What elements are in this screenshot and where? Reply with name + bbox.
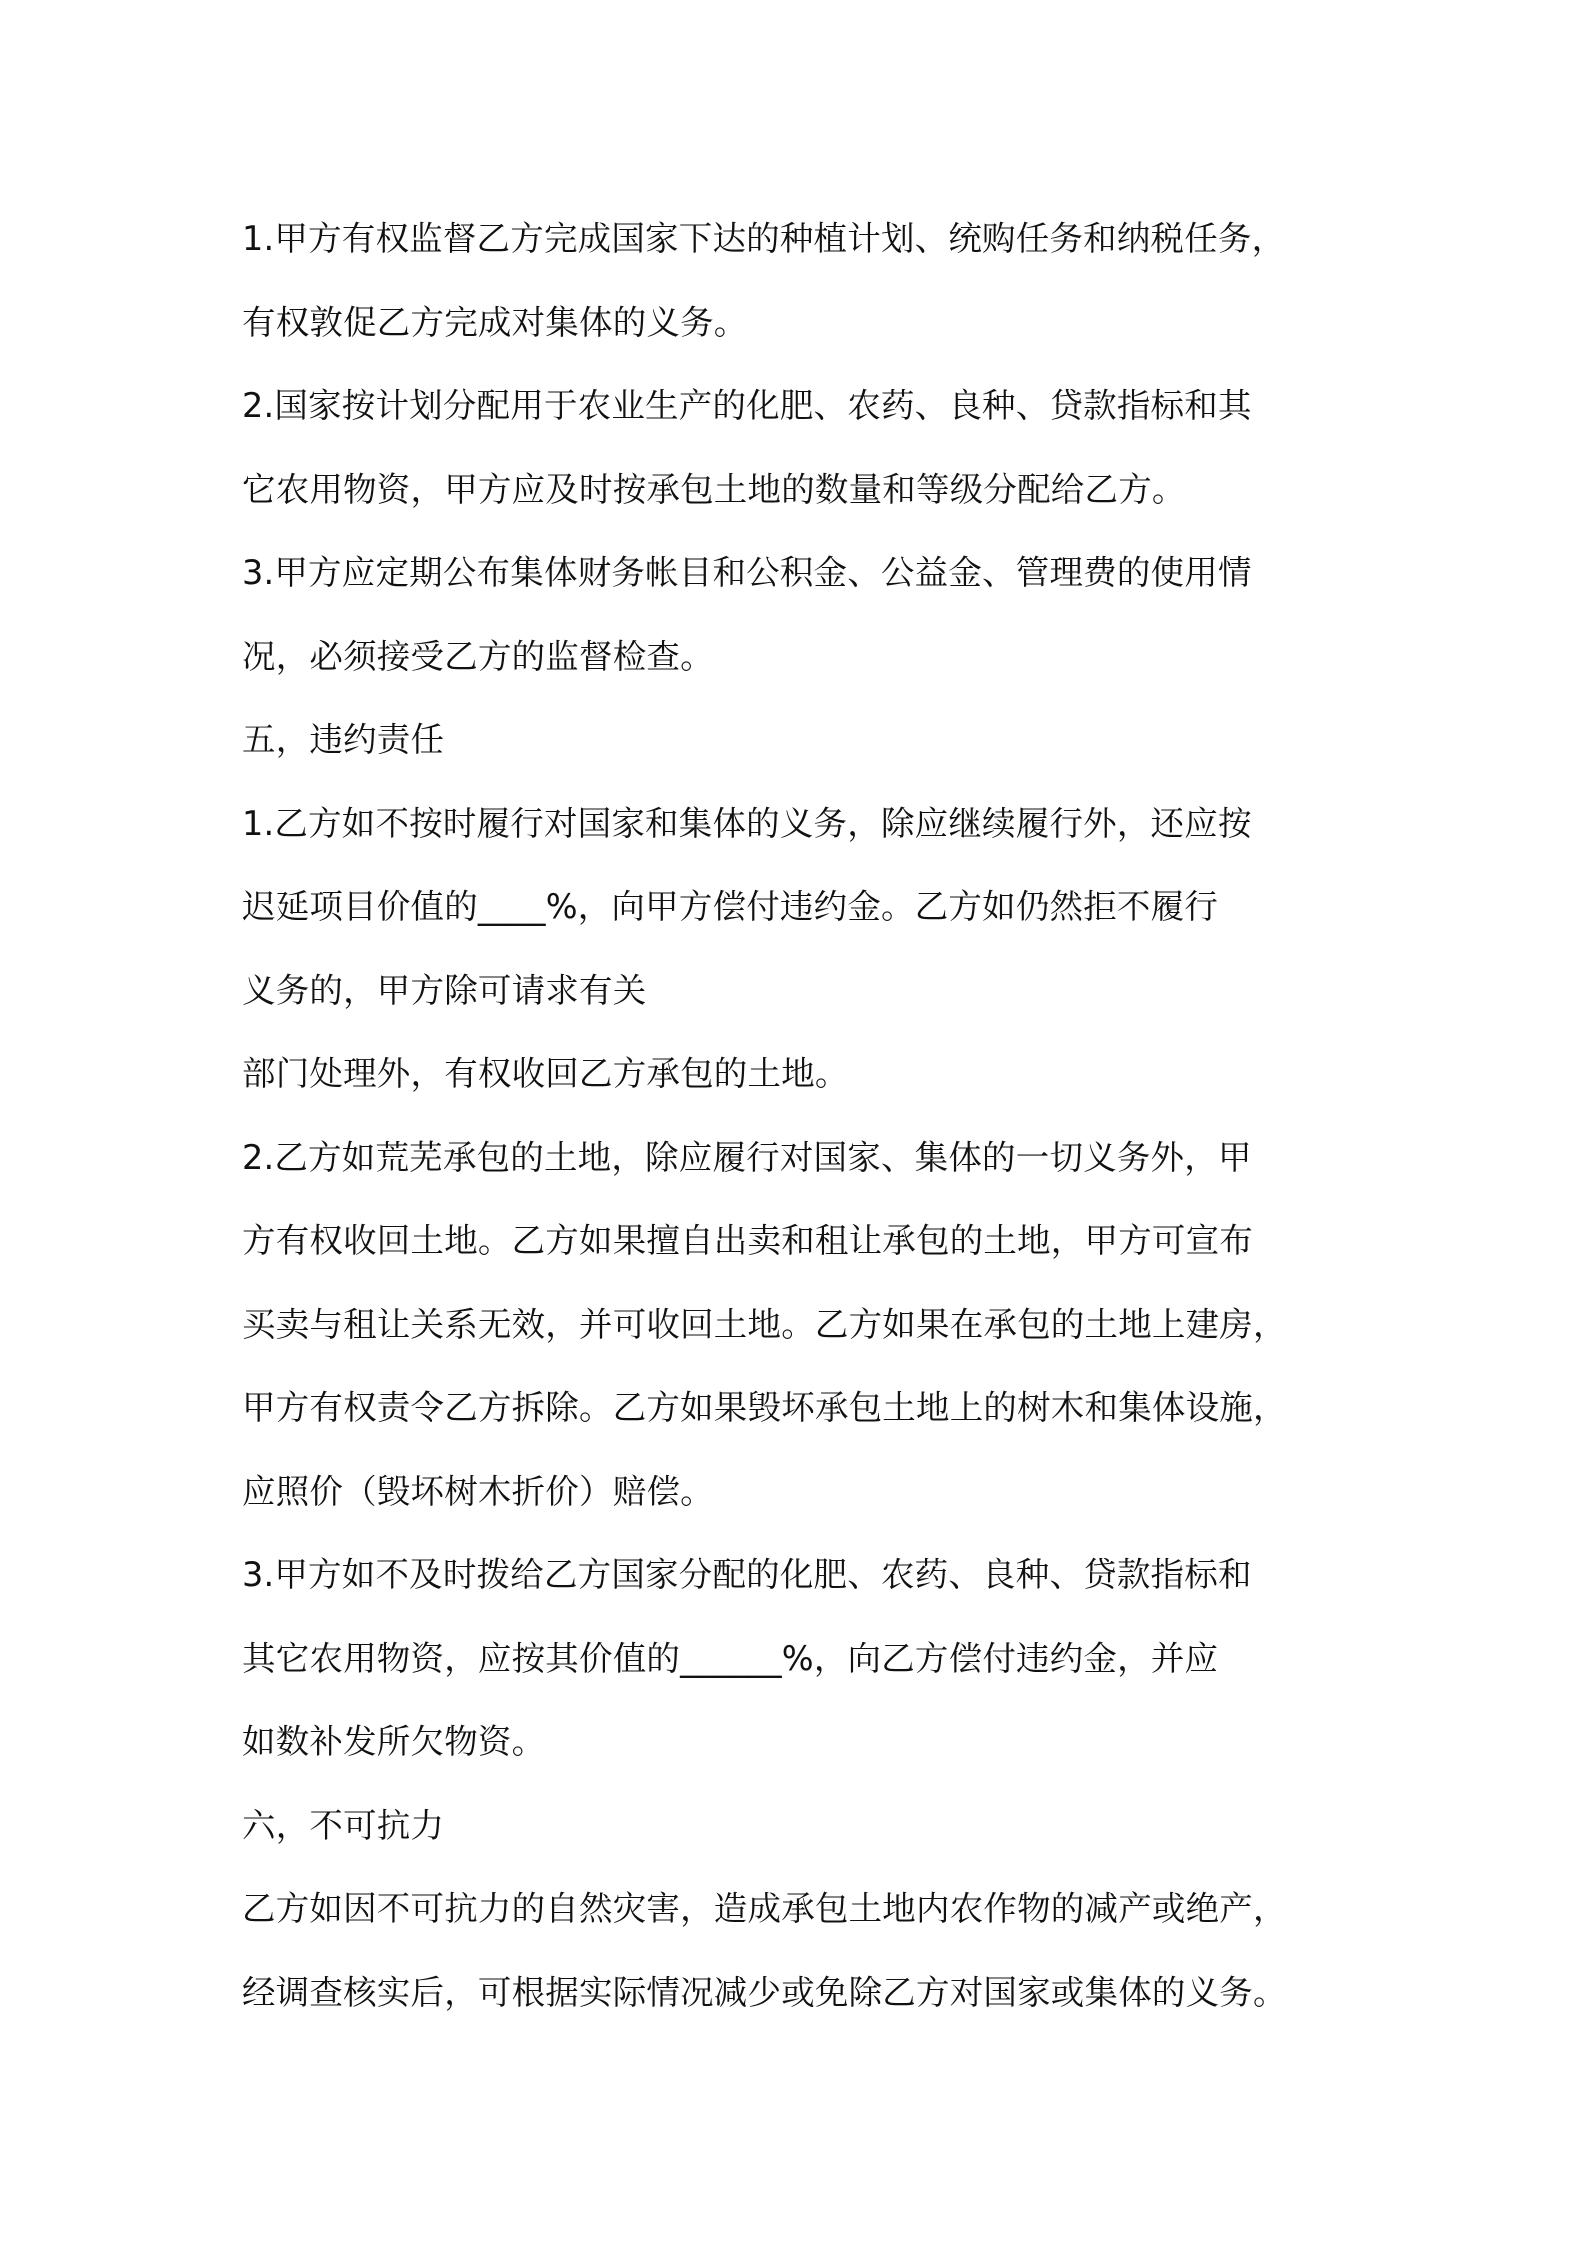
- text-line: 3.甲方应定期公布集体财务帐目和公积金、公益金、管理费的使用情: [242, 553, 1252, 592]
- text-line: 1.乙方如不按时履行对国家和集体的义务，除应继续履行外，还应按: [242, 803, 1252, 843]
- text-line: 如数补发所欠物资。: [242, 1722, 546, 1761]
- text-line: 乙方如因不可抗力的自然灾害，造成承包土地内农作物的减产或绝产，: [242, 1889, 1287, 1928]
- text-line: 2.乙方如荒芜承包的土地，除应履行对国家、集体的一切义务外，甲: [242, 1137, 1252, 1177]
- text-line: 义务的，甲方除可请求有关: [242, 970, 647, 1010]
- section-heading: 五，违约责任: [242, 720, 445, 759]
- text-line: 2.国家按计划分配用于农业生产的化肥、农药、良种、贷款指标和其: [242, 386, 1252, 425]
- text-line: 其它农用物资，应按其价值的______%，向乙方偿付违约金，并应: [242, 1638, 1219, 1678]
- text-line: 应照价（毁坏树木折价）赔偿。: [242, 1471, 714, 1511]
- text-line: 有权敦促乙方完成对集体的义务。: [242, 302, 748, 342]
- text-line: 3.甲方如不及时拨给乙方国家分配的化肥、农药、良种、贷款指标和: [242, 1555, 1252, 1594]
- text-line: 方有权收回土地。乙方如果擅自出卖和租让承包的土地，甲方可宣布: [242, 1221, 1253, 1260]
- text-line: 部门处理外，有权收回乙方承包的土地。: [242, 1054, 849, 1093]
- document-body: [242, 197, 1392, 2034]
- text-line: 迟延项目价值的____%，向甲方偿付违约金。乙方如仍然拒不履行: [242, 887, 1219, 926]
- text-line: 它农用物资，甲方应及时按承包土地的数量和等级分配给乙方。: [242, 469, 1186, 509]
- section-heading: 六，不可抗力: [242, 1805, 445, 1845]
- text-line: 买卖与租让关系无效，并可收回土地。乙方如果在承包的土地上建房，: [242, 1304, 1287, 1344]
- text-line: 况，必须接受乙方的监督检查。: [242, 636, 714, 676]
- text-line: 1.甲方有权监督乙方完成国家下达的种植计划、统购任务和纳税任务，: [242, 219, 1286, 258]
- text-line: 经调查核实后，可根据实际情况减少或免除乙方对国家或集体的义务。: [242, 1972, 1287, 2012]
- text-line: 甲方有权责令乙方拆除。乙方如果毁坏承包土地上的树木和集体设施，: [242, 1388, 1287, 1427]
